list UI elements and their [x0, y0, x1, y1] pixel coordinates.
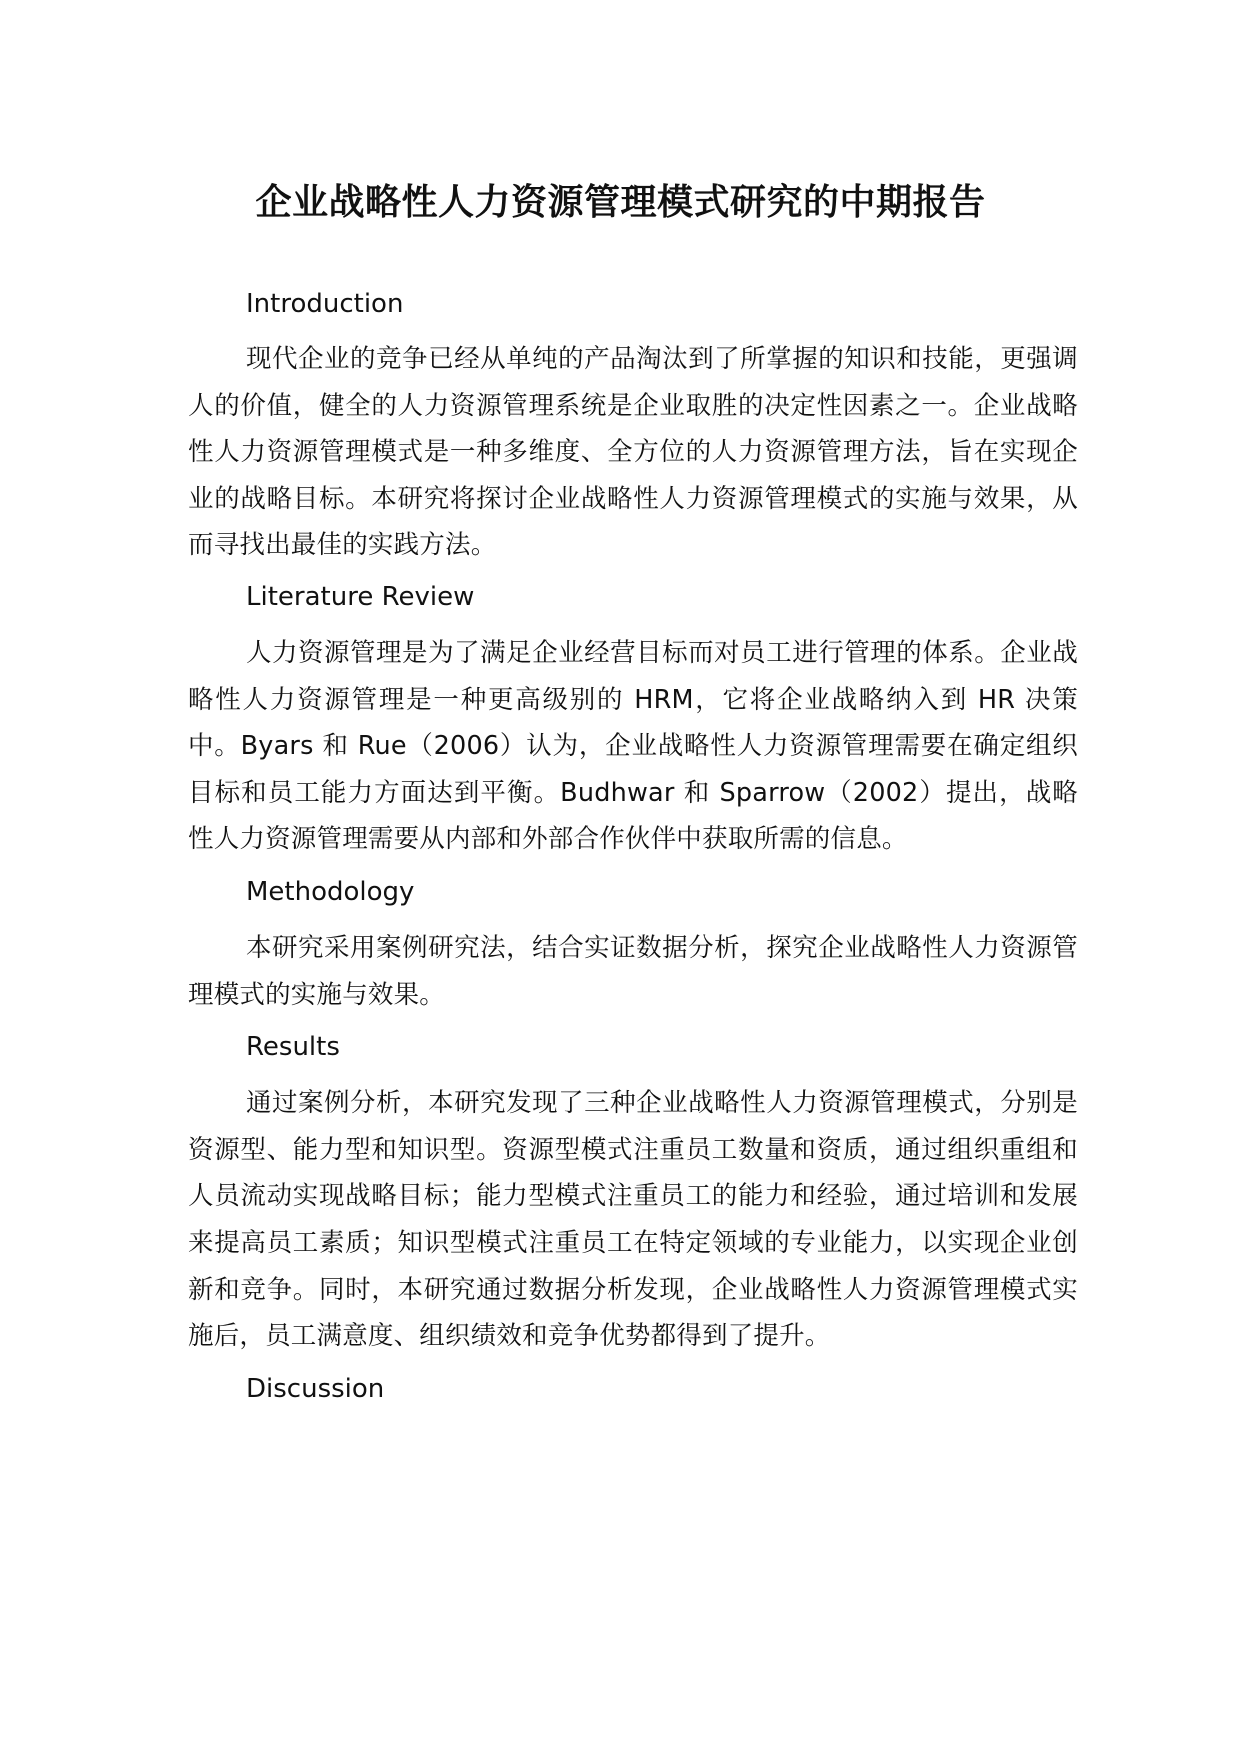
document-body	[188, 284, 1078, 1409]
section-heading-literature-review: Literature Review	[246, 581, 475, 612]
section-heading-discussion: Discussion	[246, 1373, 385, 1404]
section-paragraph-literature-review: 人力资源管理是为了满足企业经营目标而对员工进行管理的体系。企业战略性人力资源管理是一种更高级别的 HRM，它将企业战略纳入到 HR 决策中。Byars 和 Rue（2006）认为，企业战略性人力资源管理需要在确定组织目标和员工能力方面达到平衡。Budhwar 和 Sparrow（2002）提出，战略性人力资源管理需要从内部和外部合作伙伴中获取所需的信息。	[188, 637, 1078, 855]
section-paragraph-methodology: 本研究采用案例研究法，结合实证数据分析，探究企业战略性人力资源管理模式的实施与效果。	[188, 932, 1078, 1010]
section-paragraph-introduction: 现代企业的竞争已经从单纯的产品淘汰到了所掌握的知识和技能，更强调人的价值，健全的人力资源管理系统是企业取胜的决定性因素之一。企业战略性人力资源管理模式是一种多维度、全方位的人力资源管理方法，旨在实现企业的战略目标。本研究将探讨企业战略性人力资源管理模式的实施与效果，从而寻找出最佳的实践方法。	[188, 344, 1078, 561]
document-title: 企业战略性人力资源管理模式研究的中期报告	[255, 182, 986, 223]
section-heading-methodology: Methodology	[246, 876, 415, 907]
section-heading-results: Results	[246, 1032, 340, 1063]
section-paragraph-results: 通过案例分析，本研究发现了三种企业战略性人力资源管理模式，分别是资源型、能力型和知识型。资源型模式注重员工数量和资质，通过组织重组和人员流动实现战略目标；能力型模式注重员工的能力和经验，通过培训和发展来提高员工素质；知识型模式注重员工在特定领域的专业能力，以实现企业创新和竞争。同时，本研究通过数据分析发现，企业战略性人力资源管理模式实施后，员工满意度、组织绩效和竞争优势都得到了提升。	[188, 1088, 1078, 1352]
section-heading-introduction: Introduction	[246, 289, 404, 319]
